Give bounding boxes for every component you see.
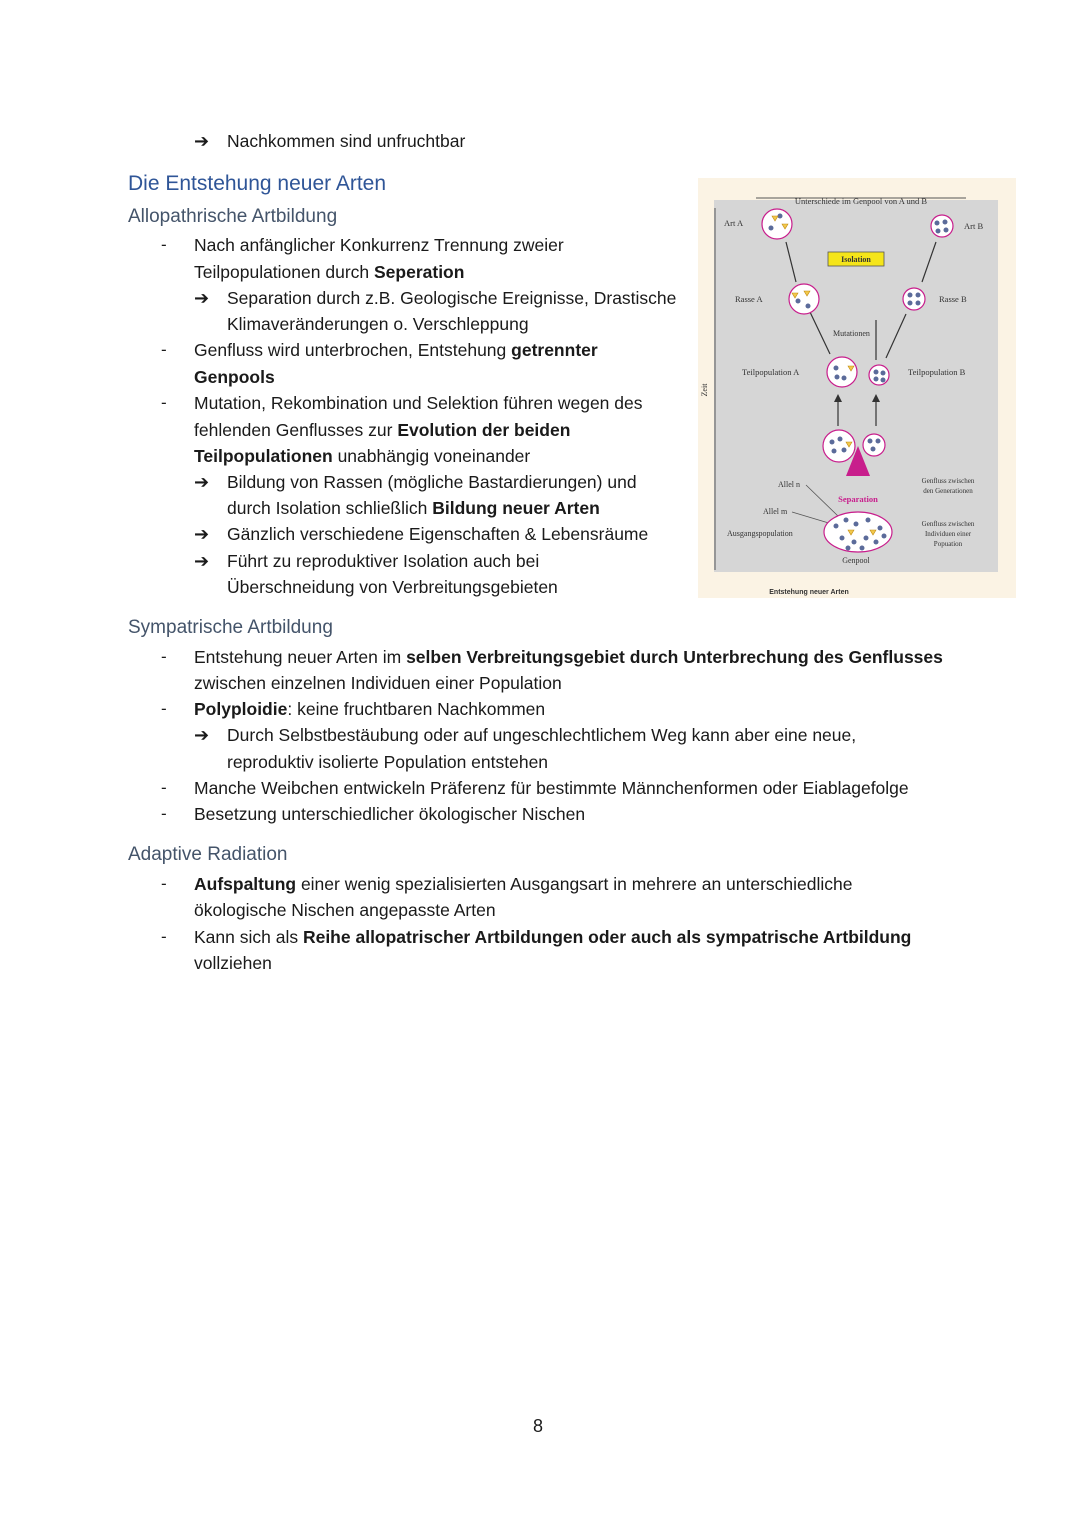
label-genfluss-gen-1: Genfluss zwischen: [921, 477, 975, 485]
label-ausgangspopulation: Ausgangspopulation: [727, 529, 793, 538]
text-line: Führt zu reproduktiver Isolation auch bei: [227, 551, 540, 571]
label-zeit: Zeit: [700, 383, 709, 397]
bullet-dash: -: [161, 340, 167, 359]
section-title: Die Entstehung neuer Arten: [128, 172, 387, 195]
text-line: Aufspaltung einer wenig spezialisierten Ausgangsart in mehrere an unterschiedliche: [194, 874, 853, 894]
bullet-dash: -: [161, 804, 167, 823]
arrow-icon: ➔: [194, 131, 210, 151]
text-line: durch Isolation schließlich Bildung neuer Arten: [227, 498, 600, 518]
heading-adaptive: Adaptive Radiation: [128, 844, 288, 865]
text-line: Durch Selbstbestäubung oder auf ungeschlechtlichem Weg kann aber eine neue,: [227, 725, 857, 745]
text-line: reproduktiv isolierte Population entstehen: [227, 752, 549, 772]
label-isolation: Isolation: [841, 255, 871, 264]
diagram-svg: [698, 178, 1016, 598]
text-line: fehlenden Genflusses zur Evolution der beiden: [194, 420, 571, 440]
text-line: Polyploidie: keine fruchtbaren Nachkommen: [194, 699, 546, 719]
text-line: Klimaveränderungen o. Verschleppung: [227, 314, 529, 334]
text-line: Genfluss wird unterbrochen, Entstehung getrennter: [194, 340, 598, 360]
text-line: Kann sich als Reihe allopatrischer Artbildungen oder auch als sympatrische Artbildung: [194, 927, 912, 947]
bullet-dash: -: [161, 927, 167, 946]
arrow-icon: ➔: [194, 288, 210, 308]
text-line: vollziehen: [194, 953, 272, 973]
label-teilpop-b: Teilpopulation B: [908, 367, 966, 377]
label-genpool: Genpool: [842, 556, 870, 565]
bullet-dash: -: [161, 393, 167, 412]
label-teilpop-a: Teilpopulation A: [742, 367, 800, 377]
figure-caption: Entstehung neuer Arten: [769, 589, 849, 596]
text-line: Manche Weibchen entwickeln Präferenz für bestimmte Männchenformen oder Eiablagefolge: [194, 778, 909, 798]
text-line: Gänzlich verschiedene Eigenschaften & Lebensräume: [227, 524, 649, 544]
bullet-dash: -: [161, 699, 167, 718]
arrow-item: Nachkommen sind unfruchtbar: [227, 131, 466, 151]
bullet-dash: -: [161, 235, 167, 254]
text-line: zwischen einzelnen Individuen einer Population: [194, 673, 562, 693]
arrow-icon: ➔: [194, 472, 210, 492]
label-mutationen: Mutationen: [833, 329, 870, 338]
speciation-diagram: [698, 178, 1016, 598]
label-genfluss-ind-3: Popuation: [933, 540, 963, 548]
page-number: 8: [533, 1416, 544, 1436]
bullet-dash: -: [161, 647, 167, 666]
label-art-b: Art B: [964, 221, 984, 231]
label-rasse-a: Rasse A: [735, 294, 763, 304]
arrow-icon: ➔: [194, 725, 210, 745]
label-separation: Separation: [838, 494, 878, 504]
label-genfluss-ind-1: Genfluss zwischen: [921, 520, 975, 528]
label-genfluss-gen-2: den Generationen: [923, 487, 973, 495]
label-allel-m: Allel m: [763, 507, 788, 516]
label-top: Unterschiede im Genpool von A und B: [794, 196, 928, 206]
arrow-icon: ➔: [194, 524, 210, 544]
text-line: Teilpopulationen durch Seperation: [194, 262, 465, 282]
text-line: Teilpopulationen unabhängig voneinander: [194, 446, 531, 466]
arrow-icon: ➔: [194, 551, 210, 571]
heading-allopatric: Allopathrische Artbildung: [128, 206, 338, 227]
text-line: Besetzung unterschiedlicher ökologischer Nischen: [194, 804, 586, 824]
label-art-a: Art A: [724, 218, 744, 228]
text-line: Bildung von Rassen (mögliche Bastardierungen) und: [227, 472, 637, 492]
text-line: Nach anfänglicher Konkurrenz Trennung zweier: [194, 235, 564, 255]
text-line: Überschneidung von Verbreitungsgebieten: [227, 577, 558, 597]
label-genfluss-ind-2: Individuen einer: [924, 530, 972, 538]
text-line: Mutation, Rekombination und Selektion führen wegen des: [194, 393, 643, 413]
heading-sympatric: Sympatrische Artbildung: [128, 617, 333, 638]
text-line: Genpools: [194, 367, 275, 387]
bullet-dash: -: [161, 778, 167, 797]
label-rasse-b: Rasse B: [939, 294, 967, 304]
text-line: Entstehung neuer Arten im selben Verbreitungsgebiet durch Unterbrechung des Genflusses: [194, 647, 943, 667]
text-line: ökologische Nischen angepasste Arten: [194, 900, 496, 920]
bullet-dash: -: [161, 874, 167, 893]
text-line: Separation durch z.B. Geologische Ereignisse, Drastische: [227, 288, 677, 308]
label-allel-n: Allel n: [778, 480, 800, 489]
